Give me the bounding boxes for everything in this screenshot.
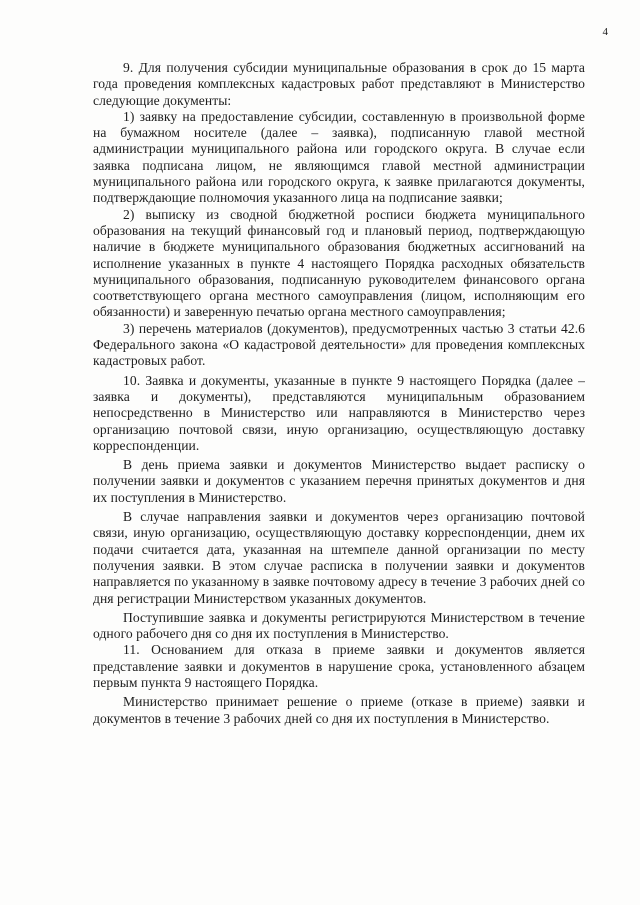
paragraph-11: 11. Основанием для отказа в приеме заявки и документов является представление заявки и документов в нарушение срока, установленного абзацем первым пункта 9 настоящего Порядка. bbox=[93, 642, 585, 690]
paragraph-10: 10. Заявка и документы, указанные в пункте 9 настоящего Порядка (далее – заявка и документы), представляются муниципальным образованием непосредственно в Министерство или направляются в Министерство через организацию почтовой связи, иную организацию, осуществляющую доставку корреспонденции. bbox=[93, 372, 585, 453]
paragraph-9-item-3: 3) перечень материалов (документов), предусмотренных частью 3 статьи 42.6 Федерального закона «О кадастровой деятельности» для проведения комплексных кадастровых работ. bbox=[93, 320, 585, 369]
document-body bbox=[93, 60, 585, 727]
paragraph-10-receipt: В день приема заявки и документов Министерство выдает расписку о получении заявки и документов с указанием перечня принятых документов и дня их поступления в Министерство. bbox=[93, 457, 585, 505]
paragraph-11-decision: Министерство принимает решение о приеме (отказе в приеме) заявки и документов в течение 3 рабочих дней со дня их поступления в Министерство. bbox=[93, 694, 585, 726]
page-number: 4 bbox=[602, 26, 608, 38]
paragraph-9-item-1: 1) заявку на предоставление субсидии, составленную в произвольной форме на бумажном носителе (далее – заявка), подписанную главой местной администрации муниципального района или городского округа. В случае если заявка подписана лицом, не являющимся главой местной администрации муниципального района или городского округа, к заявке прилагаются документы, подтверждающие полномочия указанного лица на подписание заявки; bbox=[93, 108, 585, 206]
paragraph-9-item-2: 2) выписку из сводной бюджетной росписи бюджета муниципального образования на текущий финансовый год и плановый период, подтверждающую наличие в бюджете муниципального образования бюджетных ассигнований на исполнение указанных в пункте 4 настоящего Порядка расходных обязательств муниципального образования, подписанную руководителем финансового органа соответствующего органа местного самоуправления (лицом, исполняющим его обязанности) и заверенную печатью органа местного самоуправления; bbox=[93, 206, 585, 320]
paragraph-10-postal: В случае направления заявки и документов через организацию почтовой связи, иную организацию, осуществляющую доставку корреспонденции, днем их подачи считается дата, указанная на штемпеле данной организации по месту получения заявки. В этом случае расписка в получении заявки и документов направляется по указанному в заявке почтовому адресу в течение 3 рабочих дней со дня регистрации Министерством указанных документов. bbox=[93, 509, 585, 606]
paragraph-9: 9. Для получения субсидии муниципальные образования в срок до 15 марта года проведения комплексных кадастровых работ представляют в Министерство следующие документы: bbox=[93, 60, 585, 108]
paragraph-10-registration: Поступившие заявка и документы регистрируются Министерством в течение одного рабочего дня со дня их поступления в Министерство. bbox=[93, 609, 585, 642]
